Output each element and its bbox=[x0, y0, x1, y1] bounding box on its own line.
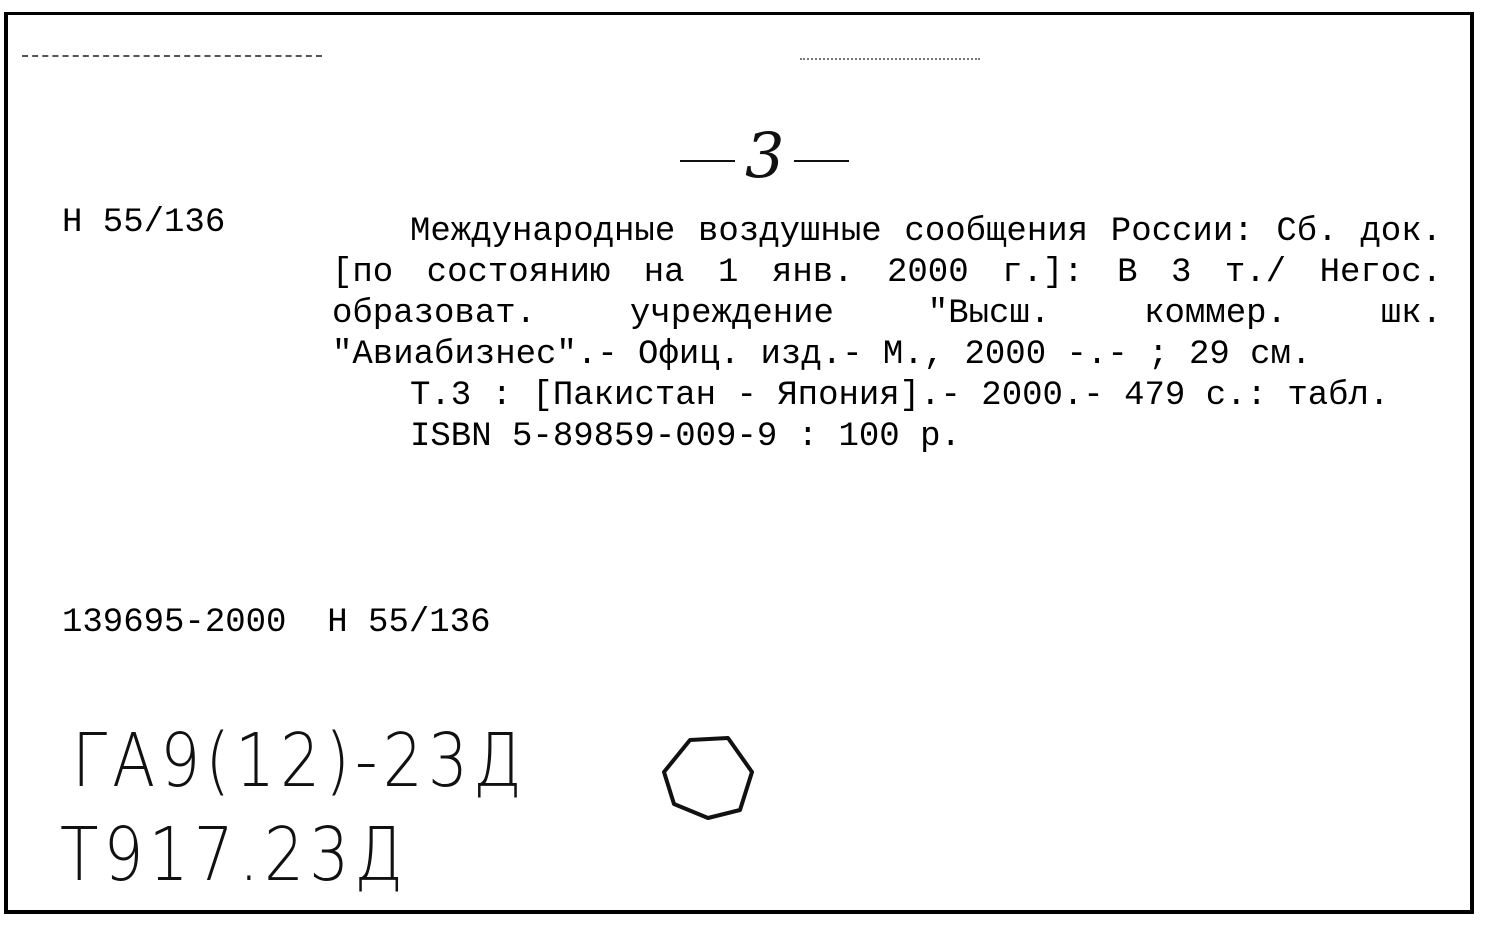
isbn-paragraph bbox=[332, 417, 1442, 458]
volume-paragraph bbox=[332, 376, 1442, 417]
shelf-mark: Н 55/136 bbox=[62, 204, 226, 242]
faint-dotted-rule bbox=[800, 58, 980, 60]
isbn-text: ISBN 5-89859-009-9 : 100 р. bbox=[410, 418, 961, 456]
faint-dashed-rule bbox=[22, 55, 322, 57]
handwritten-classification-2: Т917.23Д bbox=[60, 812, 409, 898]
handwritten-classification-1: ГА9(12)-23Д bbox=[72, 718, 527, 804]
title-paragraph bbox=[332, 212, 1442, 376]
title-text: Международные воздушные сообщения России: Сб. док. [по состоянию на 1 янв. 2000 г.]: В 3 т./ Негос. образоват. учреждение "Высш. коммер. шк. "Авиабизнес".- Офиц. изд.- М., 2000 -.- ; 29 см. bbox=[332, 213, 1442, 374]
page-number bbox=[670, 119, 859, 192]
accession-number: 139695-2000 Н 55/136 bbox=[62, 604, 491, 642]
bibliographic-entry bbox=[332, 212, 1442, 458]
circle-stamp-icon bbox=[660, 732, 756, 822]
volume-text: Т.3 : [Пакистан - Япония].- 2000.- 479 с.: табл. bbox=[410, 377, 1390, 415]
page-number-value: 3 bbox=[745, 119, 785, 192]
